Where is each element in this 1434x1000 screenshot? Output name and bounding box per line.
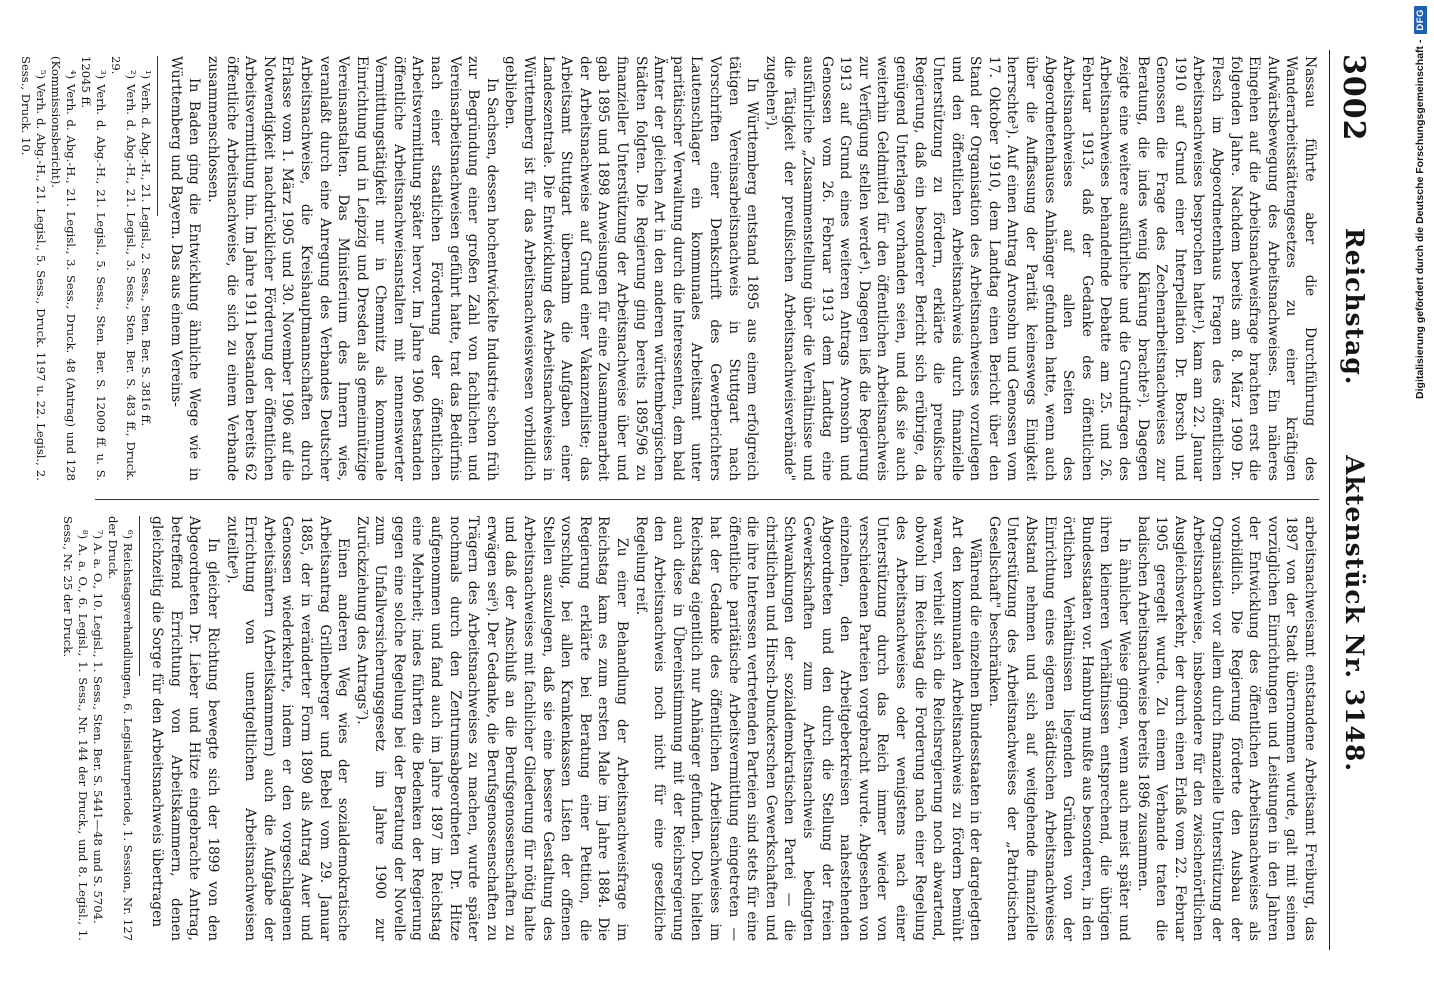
right-paragraph: Einen anderen Weg wies der sozialdemokratische Arbeitsantrag Grillenberger und Bebel vom 29. Januar 1885, der in veränderter Form 1890 als Antrag Auer und Genossen wiederkehrte, indem er den vorgeschlagenen Arbeitsämtern (Arbeitskammern) auch die Aufgabe der Errichtung von unentgeltlichen Arbeitsnachweisen zuteilte⁸). (223, 516, 352, 941)
left-footnotes (18, 56, 153, 481)
page-header (1329, 50, 1375, 950)
left-paragraph: Nassau führte aber die Durchführung des Wanderarbeitsstättengesetzes zu einer kräftigen Aufwärtsbewegung des Arbeitsnachweises. Ein näheres Eingehen auf die Arbeitsnachweisfrage brachten erst die folgenden Jahre. Nachdem bereits am 8. März 1909 Dr. Flesch im Abgeordnetenhaus Fragen des öffentlichen Arbeitsnachweises besprochen hatte¹), kam am 22. Januar 1910 auf Grund einer Interpellation Dr. Borsch und Genossen die Frage des Zechenarbeitsnachweises zur Beratung, die indes wenig Klärung brachte²). Dagegen zeigte eine weitere ausführliche und die Grundfragen des Arbeitsnachweises behandelnde Debatte am 25. und 26. Februar 1913, daß der Gedanke des öffentlichen Arbeitsnachweises auf allen Seiten des Abgeordnetenhauses Anhänger gefunden hatte, wenn auch über die Auffassung der Parität keineswegs Einigkeit herrschte³). Auf einen Antrag Aronsohn und Genossen vom 17. Oktober 1910, dem Landtag einen Bericht über den Stand der Organisation des Arbeitsnachweises vorzulegen und den öffentlichen Arbeitsnachweis durch finanzielle Unterstützung zu fördern, erklärte die preußische Regierung, daß ein besonderer Bericht sich erübrige, da genügend Unterlagen vorhanden seien, und daß sie auch weiterhin Geldmittel für den öffentlichen Arbeitsnachweis zur Verfügung stellen werde⁴). Dagegen ließ die Regierung 1913 auf Grund eines weiteren Antrags Aronsohn und Genossen vom 26. Februar 1913 dem Landtag eine ausführliche „Zusammenstellung über die Verhältnisse und die Tätigkeit der preußischen Arbeitsnachweisverbände" zugehen⁵). (762, 56, 1318, 481)
right-paragraph: Während die einzelnen Bundesstaaten in der dargelegten Art den kommunalen Arbeitsnachweis zu fördern bemüht waren, verhielt sich die Reichsregierung noch abwartend, obwohl im Reichstag die Forderung nach einer Regelung des Arbeitsnachweises oder wenigstens nach einer Unterstützung durch das Reich immer wieder von verschiedenen Parteien vorgebracht wurde. Abgesehen von einzelnen, den Arbeitgeberkreisen nahestehenden Abgeordneten und den durch die Stellung der freien Gewerkschaften zum Arbeitsnachweis bedingten Schwankungen der sozialdemokratischen Partei — die christlichen und Hirsch-Dunckerschen Gewerkschaften und die ihre Interessen vertretenden Parteien sind stets für eine öffentliche paritätische Arbeitsvermittlung eingetreten — hat der Gedanke des öffentlichen Arbeitsnachweises im Reichstag eigentlich nur Anhänger gefunden. Doch hielten auch diese in Übereinstimmung mit der Reichsregierung den Arbeitsnachweis noch nicht für eine gesetzliche Regelung reif. (632, 516, 984, 941)
right-footnotes (60, 516, 135, 941)
digitization-credit (1408, 6, 1432, 994)
running-title-text: Reichstag. (1340, 227, 1369, 386)
right-paragraph: In gleicher Richtung bewegte sich der 1899 von den Abgeordneten Dr. Lieber und Hitze eingebrachte Antrag, betreffend Errichtung von Arbeitskammern, denen gleichzeitig die Sorge für den Arbeitsnachweis übertragen (149, 516, 221, 941)
left-paragraph: In Sachsen, dessen hochentwickelte Industrie schon früh zur Begründung einer großen Zahl von fachlichen und Vereinsarbeitsnachweisen geführt hatte, trat das Bedürfnis nach einer staatlichen Förderung der öffentlichen Arbeitsvermittlung später hervor. Im Jahre 1906 bestanden öffentliche Arbeitsnachweisanstalten mit nennenswerter Vermittlungstätigkeit nur in Chemnitz als kommunale Einrichtung und in Leipzig und Dresden als gemeinnützige Vereinsanstalten. Das Ministerium des Innern wies, veranlaßt durch eine Anregung des Verbandes Deutscher Arbeitsnachweise, die Kreishauptmannschaften durch Erlasse vom 1. März 1905 und 30. November 1906 auf die Notwendigkeit nachdrücklicher Förderung der öffentlichen Arbeitsvermittlung hin. Im Jahre 1911 bestanden bereits 62 öffentliche Arbeitsnachweise, die sich zu einem Verbande zusammenschlossen. (204, 56, 500, 481)
right-paragraph: arbeitsnachweisamt entstandene Arbeitsamt Freiburg, das 1897 von der Stadt übernommen wurde, galt mit seinen vorzüglichen Einrichtungen und Leistungen in den Jahren der Entwicklung des öffentlichen Arbeitsnachweises als vorbildlich. Die Regierung förderte den Ausbau der Organisation vor allem durch finanzielle Unterstützung der Arbeitsnachweise, insbesondere für den zwischenörtlichen Ausgleichsverkehr, der durch einen Erlaß vom 22. Februar 1905 geregelt wurde. Zu einem Verbande traten die badischen Arbeitsnachweise bereits 1896 zusammen. (1134, 516, 1318, 941)
footnote: ⁵) Verh. d. Abg.-H., 21. Legisl., 5. Sess., Druck. 1197 u. 22. Legisl., 2. Sess., Druck. 10. (19, 56, 49, 481)
dfg-logo-icon: DFG (1414, 6, 1427, 34)
footnote: ⁶) Reichstagsverhandlungen, 6. Legislaturperiode, 1. Session, Nr. 127 der Druck. (105, 516, 135, 941)
footnote: ³) Verh. d. Abg.-H., 21. Legisl., 5. Sess., Sten. Ber. S. 12009 ff. u. S. 12045 ff. (79, 56, 109, 481)
right-paragraph: In ähnlicher Weise gingen, wenn auch meist später und ihren kleineren Verhältnissen entsprechend, die übrigen Bundesstaaten vor. Hamburg mußte aus besonderen, in den örtlichen Verhältnissen liegenden Gründen von der Einrichtung eines eigenen städtischen Arbeitsnachweises Abstand nehmen und sich auf weitgehende finanzielle Unterstützung des Arbeitsnachweises der „Patriotischen Gesellschaft" beschränken. (985, 516, 1133, 941)
footnote-divider (157, 56, 158, 216)
left-paragraph: In Baden ging die Entwicklung ähnliche Wege wie in Württemberg und Bayern. Das aus einem Vereins- (167, 56, 203, 481)
document-label: Aktenstück Nr. 3148. (1340, 455, 1369, 773)
document-page (19, 50, 1375, 950)
footnote: ²) Verh. d. Abg.-H., 21. Legisl., 3. Sess., Sten. Ber. S. 483 ff., Druck. 29. (109, 56, 139, 481)
footnote: ⁴) Verh. d. Abg.-H., 21. Legisl., 3. Sess., Druck. 48 (Antrag) und 128 (Kommissionsbericht). (49, 56, 79, 481)
footnote: ⁷) A. a. O., 10. Legisl., 1. Sess., Sten. Ber. S. 5441—48 und S. 5704. (90, 530, 105, 924)
right-column (60, 516, 1319, 941)
credit-text: Digitalisierung gefördert durch die Deutsche Forschungsgemeinschaft - (1414, 39, 1426, 399)
right-paragraph: Zu einer Behandlung der Arbeitsnachweisfrage im Reichstag kam es zum ersten Male im Jahre 1884. Die Regierung erklärte bei Beratung einer Petition, die vorschlug, bei allen Krankenkassen Listen der offenen Stellen auszulegen, daß sie eine bessere Gestaltung des Arbeitsnachweises mit fachlicher Gliederung für nötig halte und daß der Anschluß an die Berufsgenossenschaften zu erwägen sei⁶). Der Gedanke, die Berufsgenossenschaften zu Trägern des Arbeitsnachweises zu machen, wurde später nochmals durch den Zentrumsabgeordneten Dr. Hitze aufgenommen und fand auch im Jahre 1897 im Reichstag eine Mehrheit; indes führten die Bedenken der Regierung gegen eine solche Regelung bei der Beratung der Novelle zum Unfallversicherungsgesetz im Jahre 1900 zur Zurückziehung des Antrags⁷). (353, 516, 631, 941)
footnote-divider (139, 516, 140, 676)
left-column (19, 56, 1319, 481)
left-paragraph: In Württemberg entstand 1895 aus einem erfolgreich tätigen Vereinsarbeitsnachweis in Stuttgart nach Vorschriften einer Denkschrift des Gewerberichters Lautenschlager ein kommunales Arbeitsamt unter paritätischer Verwaltung durch die Interessenten, dem bald Ämter der gleichen Art in den anderen württembergischen Städten folgten. Die Regierung ging bereits 1895/96 zu finanzieller Unterstützung der Arbeitsnachweise über und gab 1895 und 1898 Anweisungen für eine Zusammenarbeit der Arbeitsnachweise auf Grund einer Vakanzenliste; das Arbeitsamt Stuttgart übernahm die Aufgaben einer Landeszentrale. Die Entwicklung des Arbeitsnachweises in Württemberg ist für das Arbeitsnachweiswesen vorbildlich geblieben. (502, 56, 761, 481)
footnote: ¹) Verh. d. Abg.-H., 21. Legisl., 2. Sess., Sten. Ber. S. 3816 ff. (139, 70, 154, 427)
page-number: 3002 (1336, 54, 1371, 142)
running-title (1340, 50, 1369, 950)
footnote: ⁸) A. a. O., 6. Legisl., 1. Sess., Nr. 144 der Druck., und 8. Legisl., 1. Sess., Nr. 25 der Druck. (60, 516, 90, 941)
column-divider (95, 499, 1319, 500)
